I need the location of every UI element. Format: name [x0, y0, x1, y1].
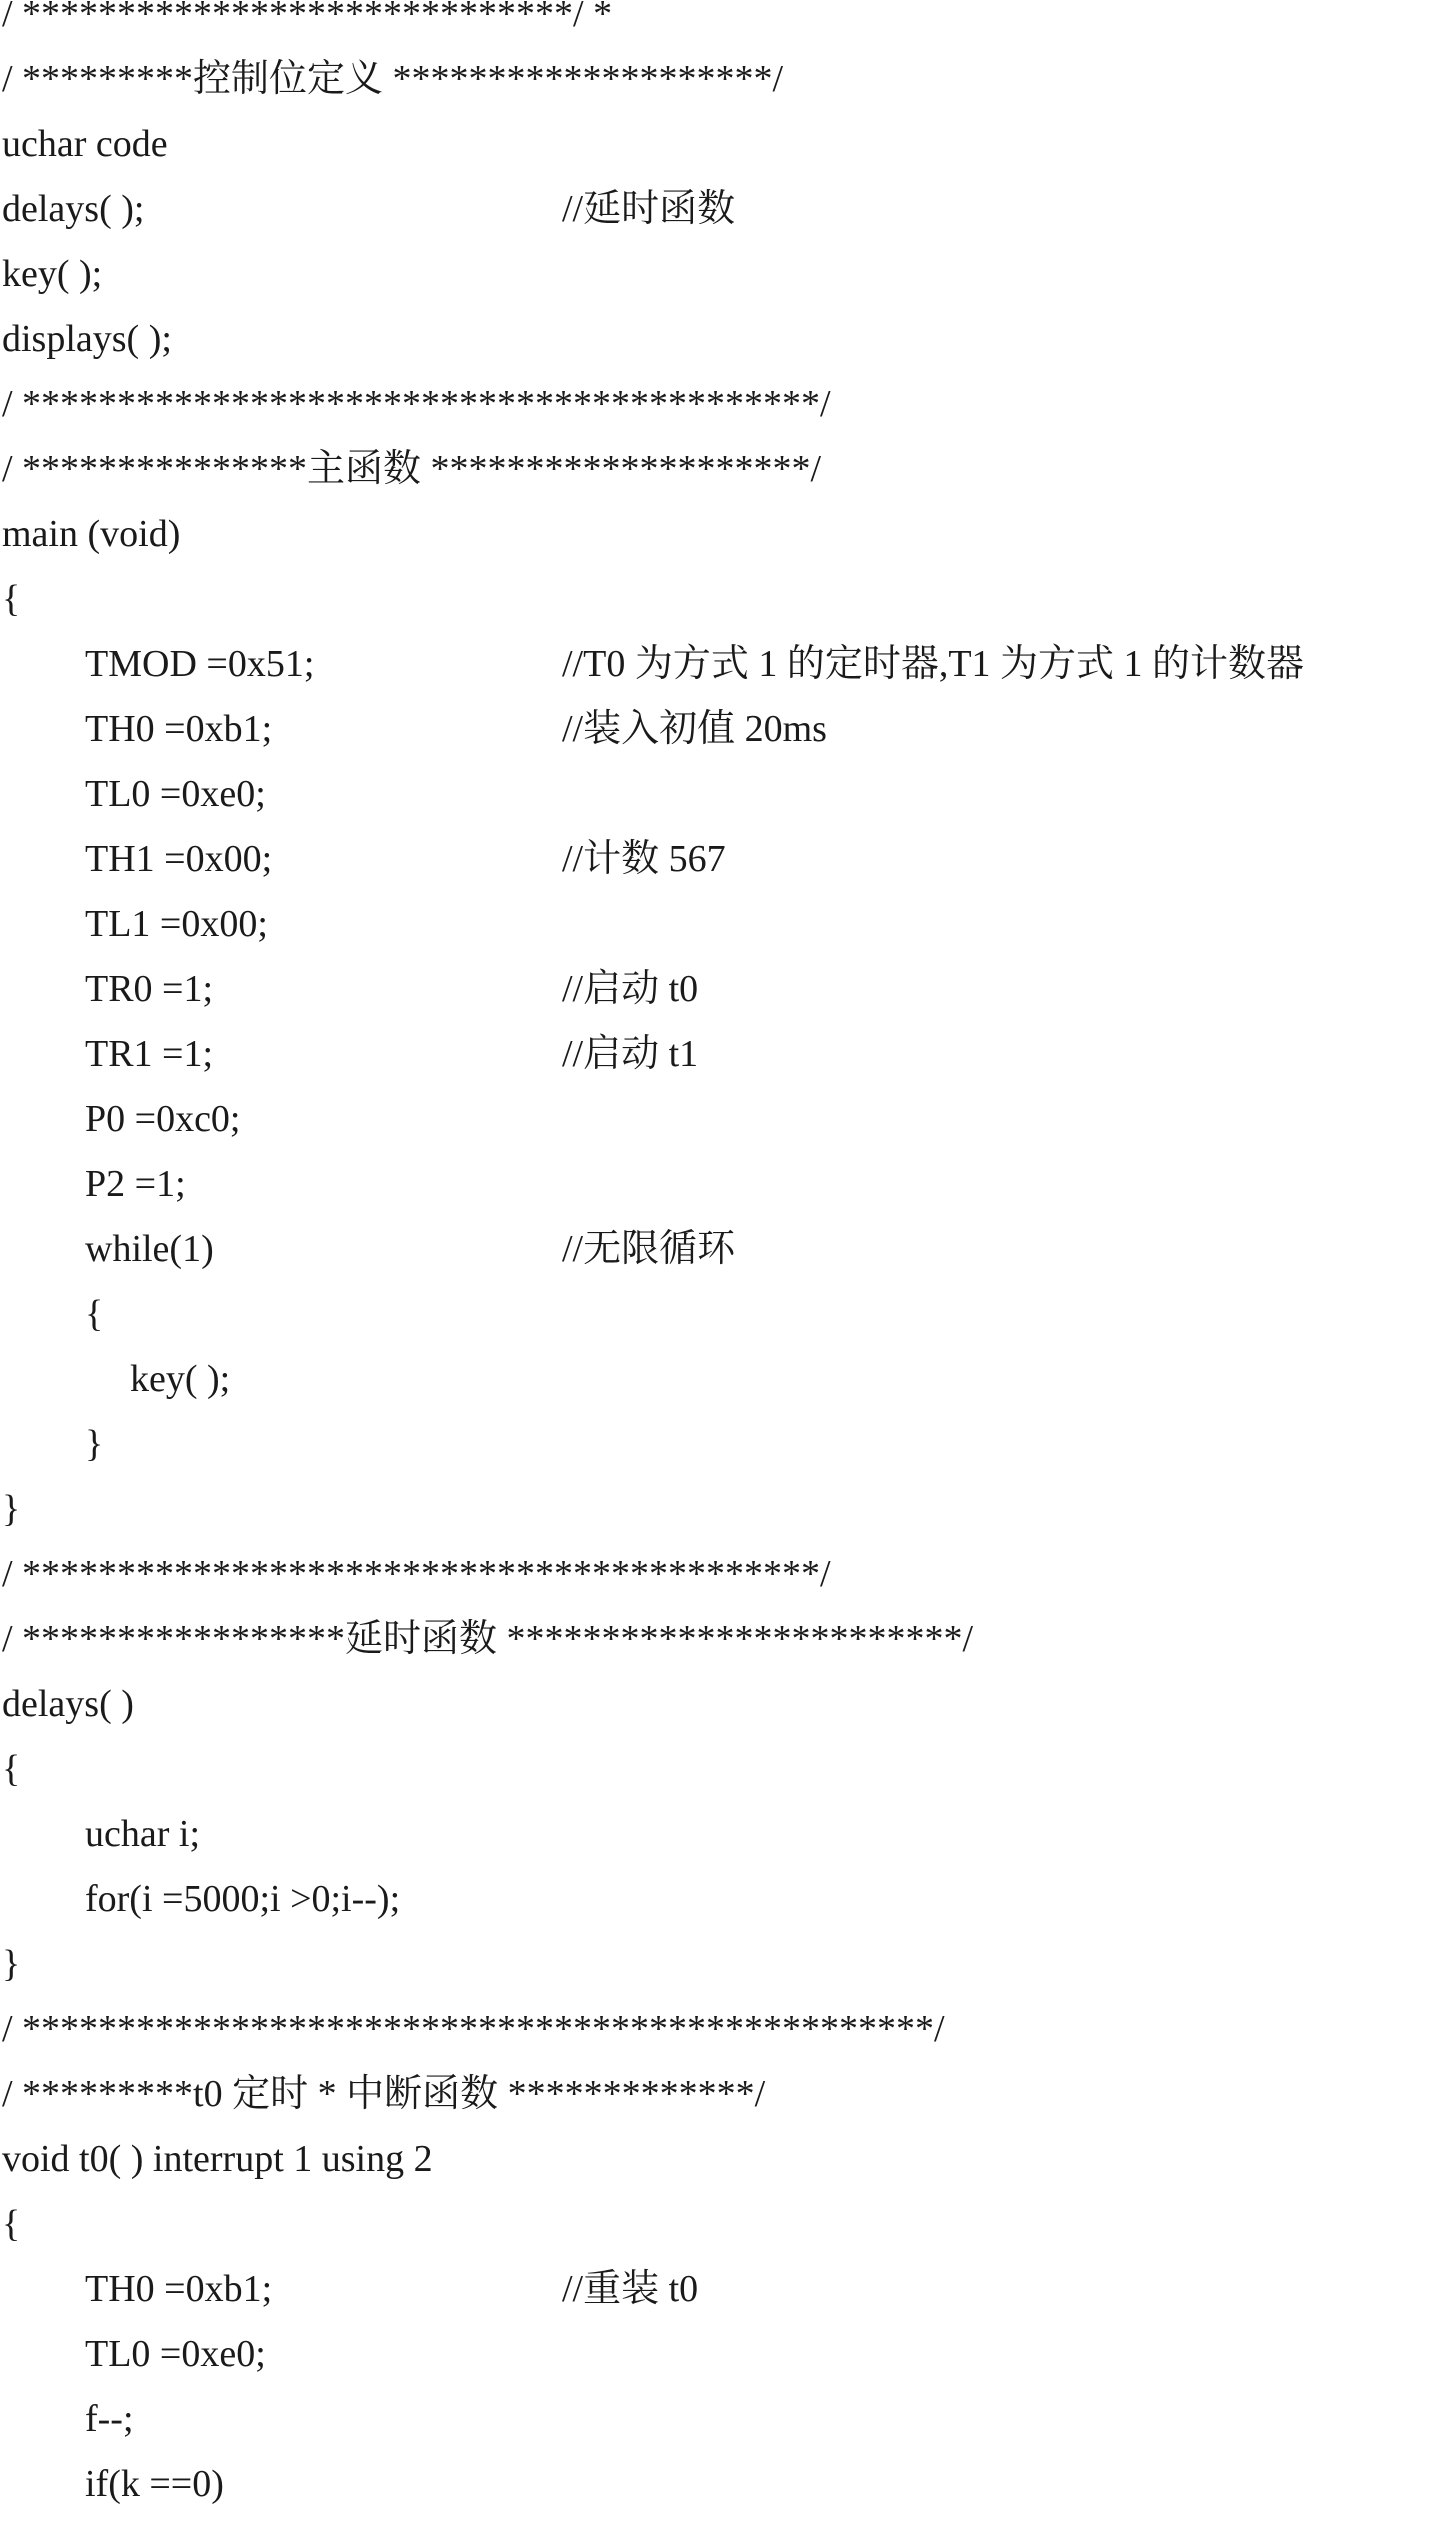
code-line: [0, 1802, 1445, 1867]
code-line: [0, 307, 1445, 372]
code-line: [0, 112, 1445, 177]
code-comment: //延时函数: [562, 188, 736, 230]
code-text: TL0 =0xe0;: [85, 2333, 266, 2375]
code-text: / *********控制位定义 ********************/: [2, 58, 784, 100]
code-line: [0, 1737, 1445, 1802]
code-text: f--;: [85, 2398, 134, 2440]
code-line: [0, 827, 1445, 892]
code-comment: //T0 为方式 1 的定时器,T1 为方式 1 的计数器: [562, 643, 1305, 685]
code-line: [0, 242, 1445, 307]
code-text: void t0( ) interrupt 1 using 2: [2, 2138, 433, 2180]
code-line: [0, 2127, 1445, 2192]
code-text: TL0 =0xe0;: [85, 773, 266, 815]
code-text: TL1 =0x00;: [85, 903, 268, 945]
code-line: [0, 762, 1445, 827]
code-comment: //无限循环: [562, 1228, 736, 1270]
code-line: [0, 1932, 1445, 1997]
code-comment: //计数 567: [562, 838, 726, 880]
code-line: [0, 2062, 1445, 2127]
code-line: [0, 1412, 1445, 1477]
code-line: [0, 2387, 1445, 2452]
code-line: [0, 2257, 1445, 2322]
code-line: [0, 957, 1445, 1022]
code-text: TR0 =1;: [85, 968, 214, 1010]
code-comment: //装入初值 20ms: [562, 708, 827, 750]
code-line: [0, 2192, 1445, 2257]
code-text: TH1 =0x00;: [85, 838, 273, 880]
code-line: [0, 1477, 1445, 1542]
code-line: [0, 1672, 1445, 1737]
code-text: }: [2, 1943, 21, 1985]
code-line: [0, 2452, 1445, 2517]
code-text: }: [85, 1423, 104, 1465]
code-text: / ***************主函数 ********************/: [2, 448, 822, 490]
code-line: [0, 1607, 1445, 1672]
code-text: TH0 =0xb1;: [85, 708, 273, 750]
code-text: TMOD =0x51;: [85, 643, 315, 685]
code-text: if(k ==0): [85, 2463, 224, 2505]
code-line: [0, 1022, 1445, 1087]
code-line: [0, 1217, 1445, 1282]
code-comment: //启动 t0: [562, 968, 699, 1010]
code-line: [0, 892, 1445, 957]
code-text: / ************************************************/: [2, 2008, 945, 2050]
code-line: [0, 437, 1445, 502]
code-text: uchar code: [2, 123, 168, 165]
code-text: / *****************************/ *: [2, 0, 613, 35]
code-comment: //启动 t1: [562, 1033, 699, 1075]
code-line: [0, 1347, 1445, 1412]
code-text: / *********t0 定时 * 中断函数 *************/: [2, 2073, 766, 2115]
code-line: [0, 1542, 1445, 1607]
code-text: TH0 =0xb1;: [85, 2268, 273, 2310]
code-text: uchar i;: [85, 1813, 201, 1855]
code-line: [0, 502, 1445, 567]
code-line: [0, 1867, 1445, 1932]
code-comment: //重装 t0: [562, 2268, 699, 2310]
code-text: P0 =0xc0;: [85, 1098, 241, 1140]
code-text: key( );: [2, 253, 103, 295]
code-text: while(1): [85, 1228, 214, 1270]
code-text: TR1 =1;: [85, 1033, 214, 1075]
code-line: [0, 2322, 1445, 2387]
code-text: / *****************延时函数 ************************/: [2, 1618, 974, 1660]
code-text: main (void): [2, 513, 181, 555]
code-text: displays( );: [2, 318, 172, 360]
code-line: [0, 0, 1445, 47]
code-line: [0, 1087, 1445, 1152]
code-line: [0, 697, 1445, 762]
code-text: {: [2, 578, 21, 620]
code-text: / ******************************************/: [2, 383, 831, 425]
code-text: for(i =5000;i >0;i--);: [85, 1878, 401, 1920]
code-text: delays( );: [2, 188, 145, 230]
code-line: [0, 47, 1445, 112]
code-line: [0, 177, 1445, 242]
code-line: [0, 1152, 1445, 1217]
code-line: [0, 632, 1445, 697]
code-text: delays( ): [2, 1683, 134, 1725]
code-line: [0, 1997, 1445, 2062]
code-text: }: [2, 1488, 21, 1530]
code-text: {: [2, 1748, 21, 1790]
code-line: [0, 567, 1445, 632]
code-text: P2 =1;: [85, 1163, 186, 1205]
code-line: [0, 1282, 1445, 1347]
code-text: / ******************************************/: [2, 1553, 831, 1595]
code-text: {: [2, 2203, 21, 2245]
code-text: {: [85, 1293, 104, 1335]
code-line: [0, 372, 1445, 437]
code-text: key( );: [130, 1358, 231, 1400]
